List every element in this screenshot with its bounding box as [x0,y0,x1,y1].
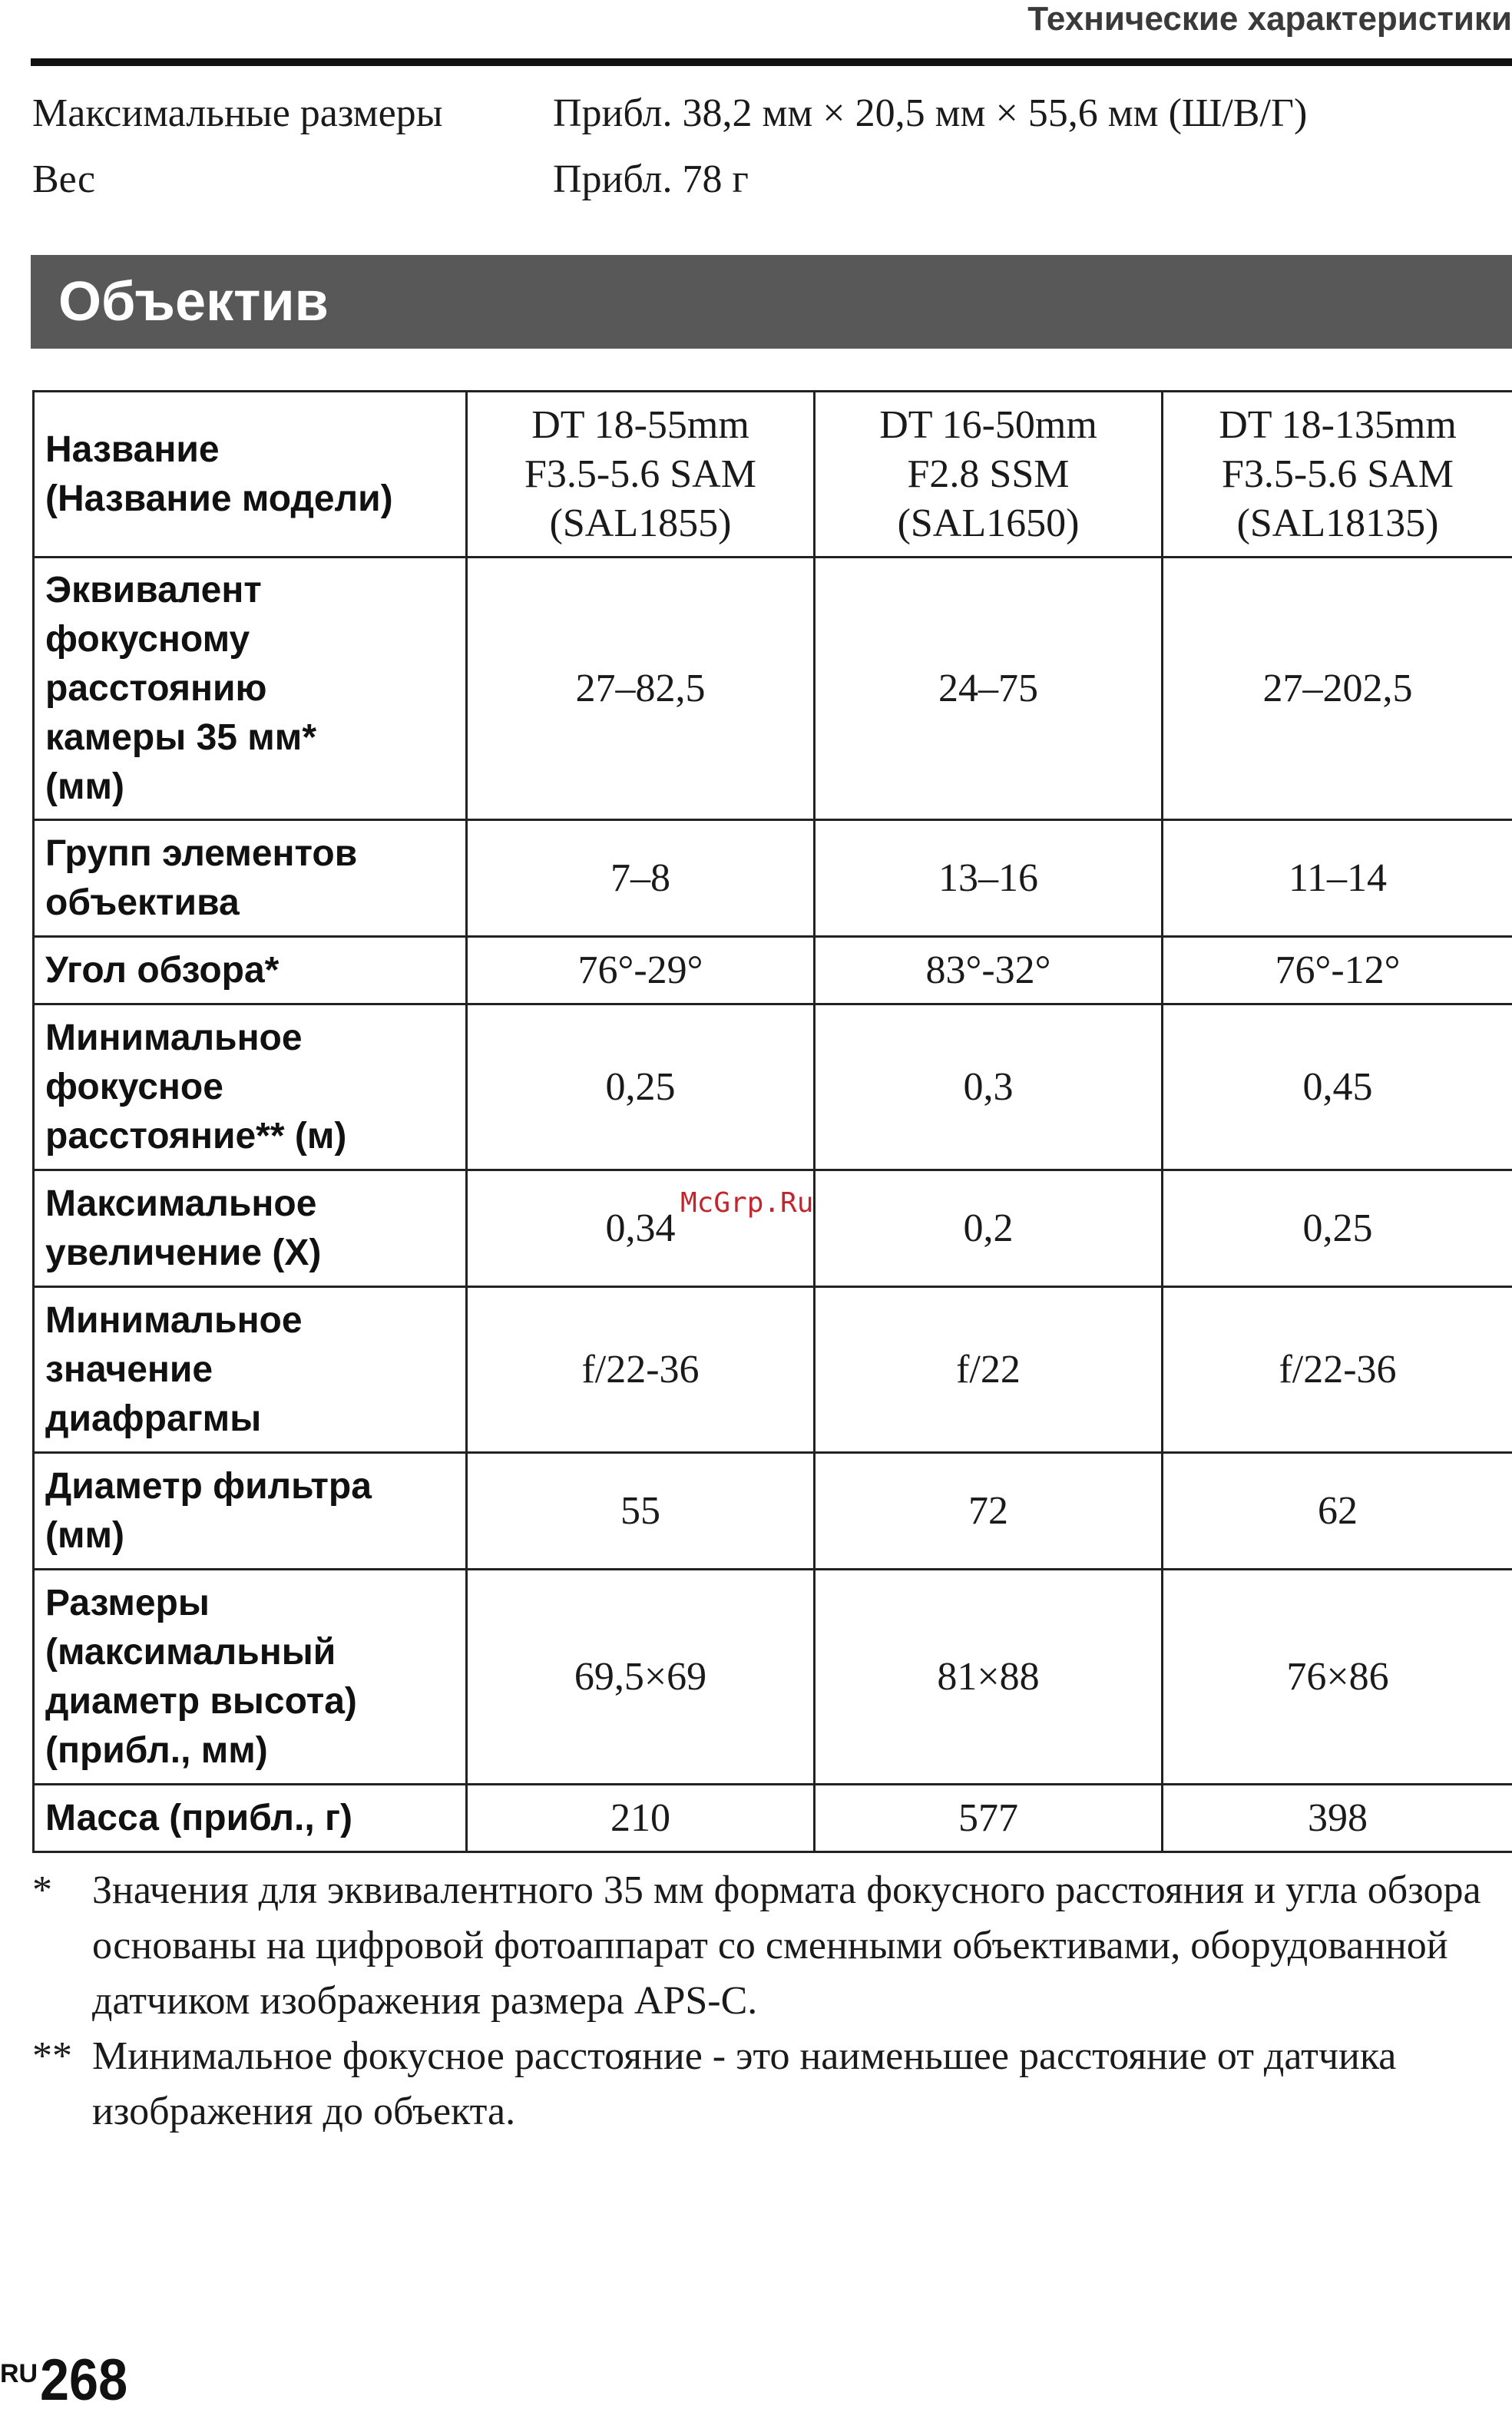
lens-spec-table [32,390,1512,1853]
row-label: Минимальное значение диафрагмы [34,1287,467,1453]
row-label: Групп элементов объектива [34,820,467,937]
row-label: Максимальное увеличение (X) [34,1170,467,1287]
table-row [34,1287,1512,1453]
table-cell: 76°-29° [467,937,815,1004]
header-rule [31,58,1512,66]
table-cell: 11–14 [1163,820,1512,937]
table-cell: 76°-12° [1163,937,1512,1004]
table-cell: 0,45 [1163,1004,1512,1170]
watermark: McGrp.Ru [680,1187,813,1219]
table-row [34,558,1512,820]
column-header: DT 16-50mm F2.8 SSM (SAL1650) [815,392,1163,558]
table-cell: 398 [1163,1785,1512,1852]
table-cell: 55 [467,1453,815,1570]
language-code: RU [0,2359,38,2389]
table-cell: 210 [467,1785,815,1852]
table-header-label: Название (Название модели) [34,392,467,558]
row-label: Эквивалент фокусному расстоянию камеры 35 мм* (мм) [34,558,467,820]
table-row [34,937,1512,1004]
table-cell: 0,34 [467,1170,815,1287]
table-cell: 83°-32° [815,937,1163,1004]
footnote-mark: * [32,1863,86,1918]
table-row [34,1785,1512,1852]
table-cell: 69,5×69 [467,1570,815,1785]
spec-label: Вес [32,157,95,203]
table-row [34,1453,1512,1570]
table-cell: 76×86 [1163,1570,1512,1785]
row-label: Минимальное фокусное расстояние** (м) [34,1004,467,1170]
table-cell: f/22-36 [467,1287,815,1453]
table-cell: f/22 [815,1287,1163,1453]
footnote-text: Минимальное фокусное расстояние - это наименьшее расстояние от датчика изображения до объекта. [92,2029,1512,2139]
section-header [31,255,1512,349]
table-row [34,820,1512,937]
table-cell: 62 [1163,1453,1512,1570]
table-cell: f/22-36 [1163,1287,1512,1453]
table-cell: 24–75 [815,558,1163,820]
footnote-text: Значения для эквивалентного 35 мм формата фокусного расстояния и угла обзора основаны на цифровой фотоаппарат со сменными объективами, оборудованной датчиком изображения размера APS-C. [92,1863,1512,2029]
row-label: Размеры (максимальный диаметр высота) (прибл., мм) [34,1570,467,1785]
column-header: DT 18-135mm F3.5-5.6 SAM (SAL18135) [1163,392,1512,558]
spec-label: Максимальные размеры [32,91,443,137]
table-cell: 0,25 [467,1004,815,1170]
table-cell: 27–202,5 [1163,558,1512,820]
row-label: Угол обзора* [34,937,467,1004]
section-title: Объектив [58,255,329,349]
table-row [34,1004,1512,1170]
table-cell: 81×88 [815,1570,1163,1785]
spec-value: Прибл. 78 г [553,157,749,203]
table-cell: 0,2 [815,1170,1163,1287]
spec-value: Прибл. 38,2 мм × 20,5 мм × 55,6 мм (Ш/В/Г) [553,91,1307,137]
table-row [34,1570,1512,1785]
table-cell: 0,25 [1163,1170,1512,1287]
column-header: DT 18-55mm F3.5-5.6 SAM (SAL1855) [467,392,815,558]
row-label: Масса (прибл., г) [34,1785,467,1852]
running-head-title: Технические характеристики [1027,0,1512,38]
table-cell: 0,3 [815,1004,1163,1170]
table-cell: 7–8 [467,820,815,937]
row-label: Диаметр фильтра (мм) [34,1453,467,1570]
table-cell: 27–82,5 [467,558,815,820]
footnote-mark: ** [32,2029,86,2084]
page-number-value: 268 [40,2347,127,2414]
table-cell: 577 [815,1785,1163,1852]
table-cell: 13–16 [815,820,1163,937]
table-header-row [34,392,1512,558]
table-cell: 72 [815,1453,1163,1570]
